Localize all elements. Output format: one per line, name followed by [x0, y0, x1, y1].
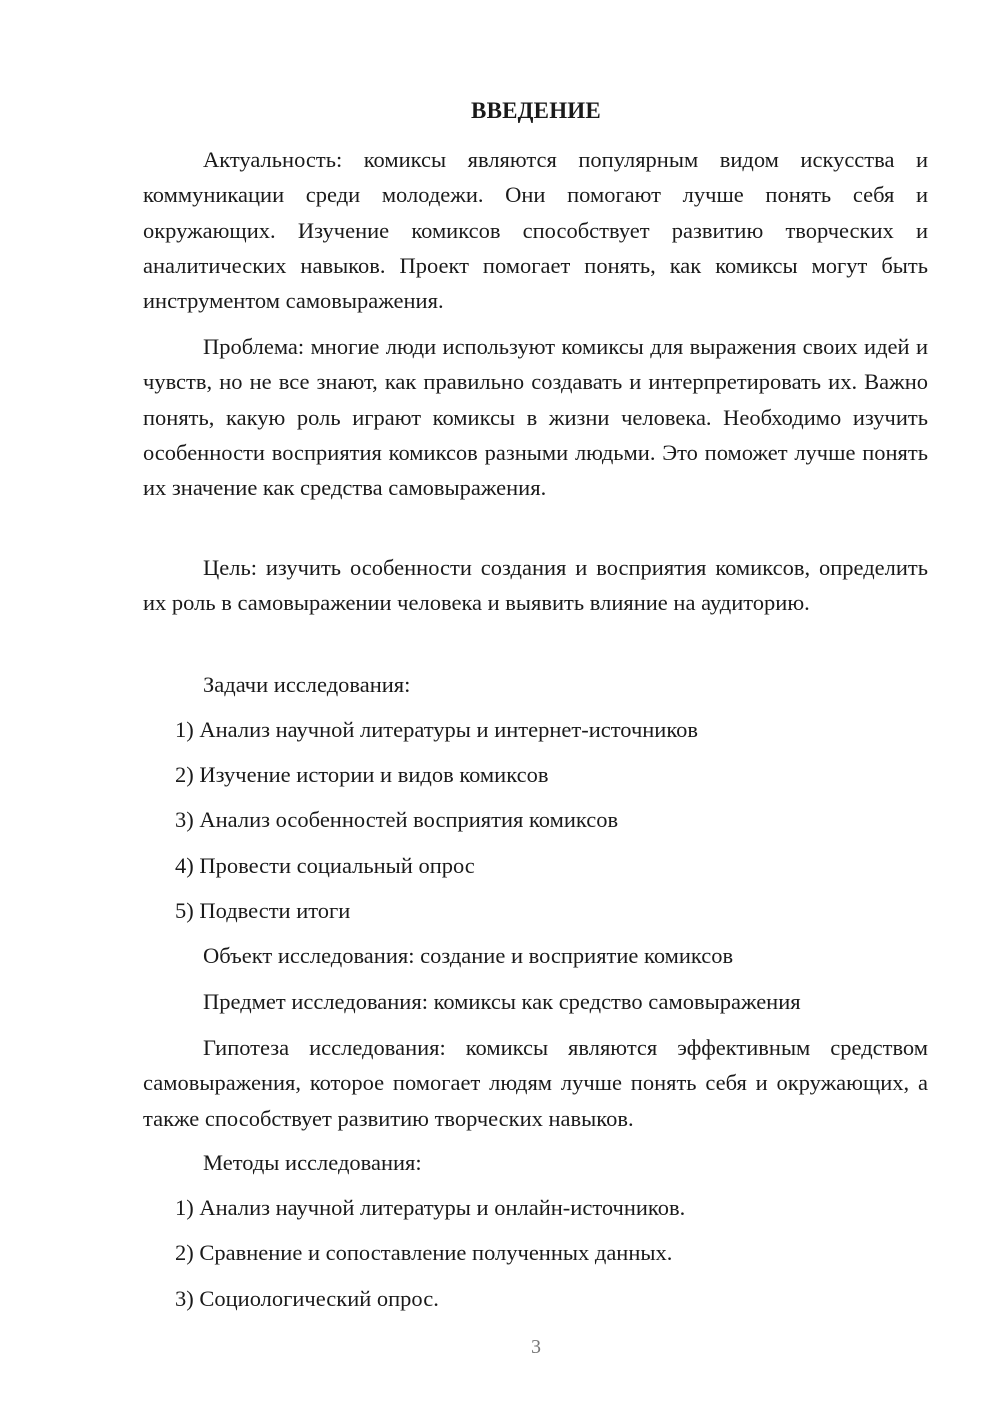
methods-heading: Методы исследования:: [203, 1150, 422, 1175]
task-item-1: 1) Анализ научной литературы и интернет-источников: [175, 717, 699, 742]
page-number: 3: [531, 1336, 541, 1358]
goal-paragraph: Цель: изучить особенности создания и восприятия комиксов, определить их роль в самовыражении человека и выявить влияние на аудиторию.: [143, 555, 928, 616]
method-item-3: 3) Социологический опрос.: [175, 1286, 439, 1311]
task-item-2: 2) Изучение истории и видов комиксов: [175, 762, 549, 787]
page-title: ВВЕДЕНИЕ: [471, 98, 601, 123]
method-item-1: 1) Анализ научной литературы и онлайн-источников.: [175, 1195, 686, 1220]
task-item-4: 4) Провести социальный опрос: [175, 853, 475, 878]
subject-line: Предмет исследования: комиксы как средство самовыражения: [203, 989, 801, 1014]
object-line: Объект исследования: создание и восприятие комиксов: [203, 943, 734, 968]
tasks-heading: Задачи исследования:: [203, 672, 411, 697]
problem-paragraph: Проблема: многие люди используют комиксы для выражения своих идей и чувств, но не все знают, как правильно создавать и интерпретировать их. Важно понять, какую роль играют комиксы в жизни человека. Необходимо изучить особенности восприятия комиксов разными людьми. Это поможет лучше понять их значение как средства самовыражения.: [143, 334, 928, 501]
method-item-2: 2) Сравнение и сопоставление полученных данных.: [175, 1240, 673, 1265]
hypothesis-paragraph: Гипотеза исследования: комиксы являются эффективным средством самовыражения, которое помогает людям лучше понять себя и окружающих, а также способствует развитию творческих навыков.: [143, 1035, 928, 1131]
relevance-paragraph: Актуальность: комиксы являются популярным видом искусства и коммуникации среди молодежи. Они помогают лучше понять себя и окружающих. Изучение комиксов способствует развитию творческих и аналитических навыков. Проект помогает понять, как комиксы могут быть инструментом самовыражения.: [143, 147, 928, 314]
task-item-5: 5) Подвести итоги: [175, 898, 351, 923]
task-item-3: 3) Анализ особенностей восприятия комиксов: [175, 807, 619, 832]
